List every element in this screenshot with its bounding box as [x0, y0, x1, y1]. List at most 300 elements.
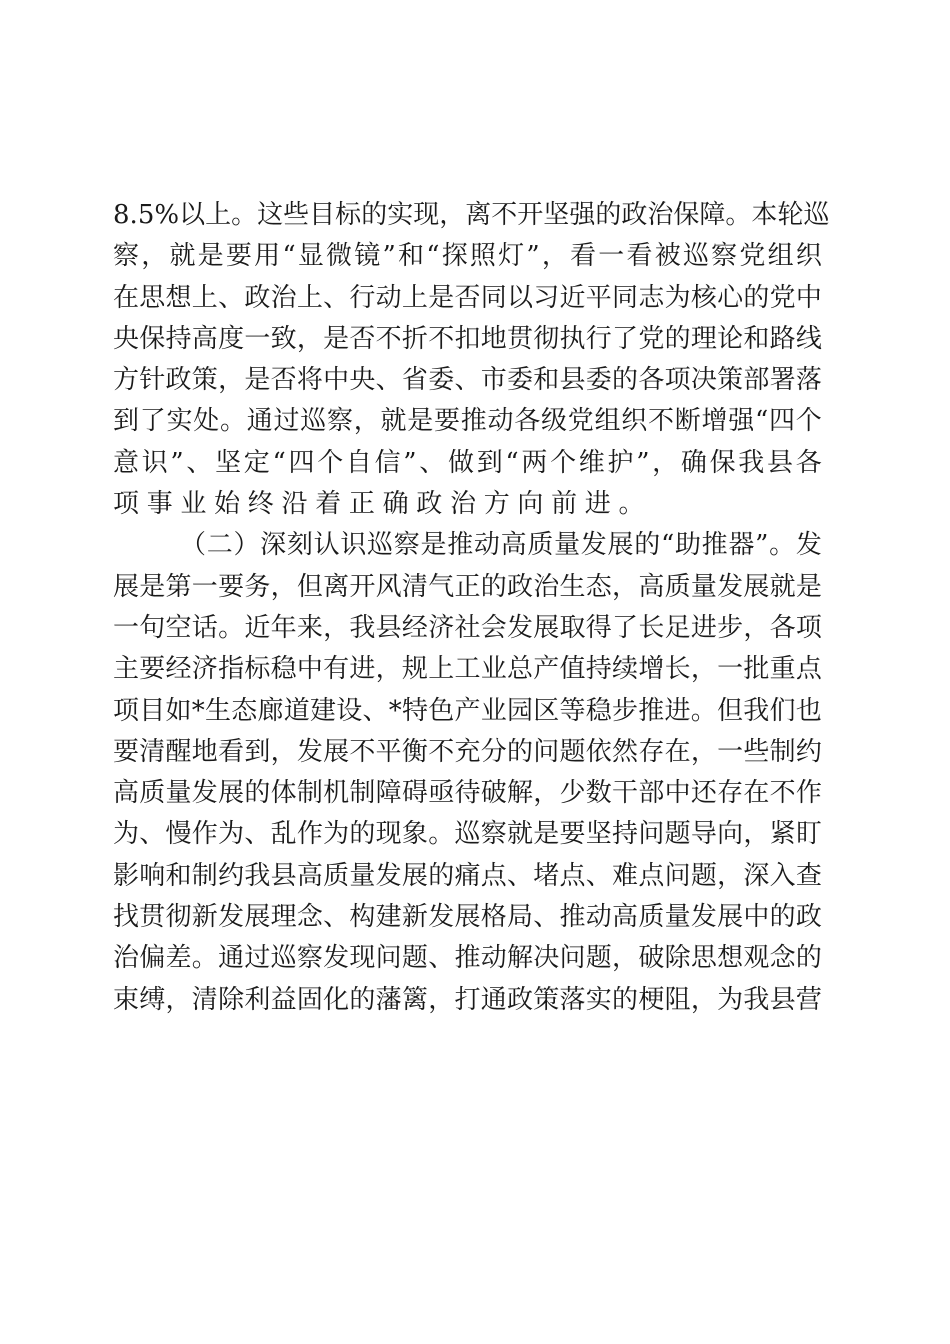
glyph: 巡 [682, 241, 709, 272]
glyph: 园 [506, 695, 533, 726]
glyph: 稳 [270, 654, 297, 685]
glyph: 器 [728, 530, 755, 561]
glyph: 为 [664, 282, 691, 313]
glyph: 个 [795, 406, 822, 437]
glyph: 认 [313, 530, 340, 561]
glyph: 就 [380, 406, 407, 437]
glyph: 作 [795, 778, 822, 809]
glyph: 志 [638, 282, 665, 313]
glyph: ， [690, 984, 717, 1015]
glyph: 离 [465, 200, 492, 230]
glyph: 存 [638, 736, 665, 767]
glyph: 信 [374, 447, 401, 478]
glyph: 产 [454, 695, 481, 726]
glyph: 政 [244, 282, 271, 313]
glyph: 道 [283, 695, 310, 726]
glyph: 不 [375, 323, 402, 354]
glyph: 的 [664, 323, 691, 354]
glyph: 障 [375, 778, 402, 809]
glyph: 数 [585, 778, 612, 809]
glyph: 要 [113, 736, 140, 767]
glyph: 社 [454, 612, 481, 643]
glyph: 动 [480, 943, 507, 974]
glyph: 署 [769, 365, 796, 396]
glyph: 。 [220, 406, 247, 437]
glyph: 们 [769, 695, 796, 726]
glyph: 针 [139, 365, 166, 396]
glyph: 总 [506, 654, 533, 685]
glyph: 发 [717, 571, 744, 602]
glyph: 县 [766, 447, 793, 478]
glyph: 解 [506, 943, 533, 974]
glyph: 、 [506, 860, 533, 891]
glyph: 特 [401, 695, 428, 726]
glyph: 作 [191, 819, 218, 850]
glyph: 难 [612, 860, 639, 891]
glyph: 观 [743, 943, 770, 974]
glyph: 生 [559, 571, 586, 602]
glyph: 就 [769, 571, 796, 602]
glyph: 同 [612, 282, 639, 313]
glyph: ， [375, 654, 402, 685]
glyph: 问 [559, 943, 586, 974]
glyph: 破 [638, 943, 665, 974]
text-line [113, 773, 822, 814]
glyph: 的 [795, 943, 822, 974]
glyph: 实 [166, 406, 193, 437]
glyph: 也 [795, 695, 822, 726]
glyph: 通 [246, 406, 273, 437]
glyph: ” [170, 447, 184, 478]
body-text [113, 195, 830, 1021]
glyph: 这 [257, 200, 284, 230]
glyph: 动 [487, 406, 514, 437]
glyph: 不 [349, 736, 376, 767]
glyph: “ [505, 447, 519, 478]
glyph: 各 [638, 365, 665, 396]
glyph: 镜 [354, 241, 381, 272]
glyph: 自 [345, 447, 372, 478]
glyph: 依 [585, 736, 612, 767]
glyph: 致 [270, 323, 297, 354]
glyph: 但 [716, 695, 743, 726]
glyph: 思 [139, 282, 166, 313]
glyph: 的 [612, 365, 639, 396]
glyph: 委 [506, 365, 533, 396]
glyph: 上 [191, 282, 218, 313]
glyph: 市 [480, 365, 507, 396]
glyph: 巡 [270, 943, 297, 974]
glyph: ， [428, 984, 455, 1015]
glyph: 态 [231, 695, 258, 726]
glyph: 标 [244, 654, 271, 685]
glyph: ， [652, 447, 679, 478]
glyph: 过 [273, 406, 300, 437]
glyph: 了 [612, 323, 639, 354]
glyph: 年 [270, 612, 297, 643]
text-line [113, 608, 822, 649]
glyph: 业 [480, 654, 507, 685]
glyph: 察 [480, 819, 507, 850]
glyph: 部 [638, 778, 665, 809]
glyph: 实 [387, 200, 414, 230]
glyph: 些 [283, 200, 310, 230]
glyph: 廊 [257, 695, 284, 726]
glyph: 是 [197, 241, 224, 272]
glyph: 处 [193, 406, 220, 437]
glyph: 问 [638, 819, 665, 850]
glyph: 象 [401, 819, 428, 850]
glyph: 贯 [139, 902, 166, 933]
glyph: 量 [554, 530, 581, 561]
glyph: ， [612, 943, 639, 974]
glyph: 折 [401, 323, 428, 354]
glyph: 是 [139, 571, 166, 602]
glyph: 发 [323, 943, 350, 974]
text-line [113, 360, 822, 401]
glyph: 推 [447, 530, 474, 561]
glyph: 组 [767, 241, 794, 272]
glyph: 的 [506, 736, 533, 767]
text-line [113, 195, 830, 236]
glyph: 保 [709, 447, 736, 478]
glyph: 要 [559, 819, 586, 850]
glyph: 点 [480, 860, 507, 891]
glyph: 。 [725, 200, 752, 230]
glyph: 机 [323, 778, 350, 809]
glyph: 工 [454, 654, 481, 685]
glyph: 一 [598, 241, 625, 272]
glyph: 中 [323, 365, 350, 396]
glyph: 是 [323, 323, 350, 354]
glyph: 发 [690, 902, 717, 933]
glyph: “ [426, 241, 440, 272]
glyph: 有 [323, 654, 350, 685]
glyph: 发 [795, 530, 822, 561]
glyph: 标 [335, 200, 362, 230]
glyph: 将 [296, 365, 323, 396]
glyph: 和 [743, 323, 770, 354]
glyph: 识 [340, 530, 367, 561]
glyph: 发 [191, 778, 218, 809]
glyph: 新 [401, 902, 428, 933]
glyph: 空 [165, 612, 192, 643]
glyph: 、 [375, 365, 402, 396]
glyph: 深 [260, 530, 287, 561]
glyph: 核 [690, 282, 717, 313]
glyph: 地 [480, 323, 507, 354]
glyph: ） [233, 530, 260, 561]
glyph: 规 [401, 654, 428, 685]
glyph: 稳 [585, 695, 612, 726]
glyph: 会 [480, 612, 507, 643]
glyph: 缚 [139, 984, 166, 1015]
glyph: “ [660, 530, 675, 561]
glyph: 决 [533, 943, 560, 974]
glyph: 一 [717, 654, 744, 685]
glyph: 约 [795, 736, 822, 767]
glyph: ， [541, 241, 568, 272]
paragraph-section-two [113, 525, 825, 1021]
glyph: 县 [559, 365, 586, 396]
glyph: 部 [743, 365, 770, 396]
glyph: 展 [743, 571, 770, 602]
glyph: 益 [270, 984, 297, 1015]
glyph: 建 [309, 695, 336, 726]
glyph: 展 [607, 530, 634, 561]
glyph: 政 [165, 365, 192, 396]
glyph: 我 [738, 447, 765, 478]
glyph: “ [755, 406, 769, 437]
glyph: 向 [717, 819, 744, 850]
glyph: 贯 [506, 323, 533, 354]
glyph: 。 [191, 943, 218, 974]
glyph: 平 [585, 282, 612, 313]
glyph: 固 [296, 984, 323, 1015]
glyph: 策 [717, 365, 744, 396]
glyph: 约 [218, 860, 245, 891]
glyph: % [154, 200, 180, 230]
glyph: 色 [428, 695, 455, 726]
glyph: 话 [191, 612, 218, 643]
glyph: 的 [428, 860, 455, 891]
glyph: ， [165, 984, 192, 1015]
glyph: 深 [743, 860, 770, 891]
glyph: 碍 [401, 778, 428, 809]
glyph: 题 [664, 819, 691, 850]
glyph: 点 [559, 860, 586, 891]
glyph: 重 [769, 654, 796, 685]
glyph: 微 [326, 241, 353, 272]
glyph: 解 [506, 778, 533, 809]
glyph: 上 [401, 282, 428, 313]
glyph: 5 [137, 200, 155, 230]
glyph: 持 [612, 819, 639, 850]
glyph: 了 [612, 612, 639, 643]
glyph: ， [296, 323, 323, 354]
glyph: 到 [476, 447, 503, 478]
text-line [113, 732, 822, 773]
glyph: * [388, 695, 402, 726]
glyph: 各 [514, 406, 541, 437]
glyph: 不 [491, 200, 518, 230]
glyph: 、 [323, 282, 350, 313]
glyph: 盯 [795, 819, 822, 850]
glyph: 否 [270, 365, 297, 396]
glyph: 展 [533, 612, 560, 643]
glyph: 高 [638, 571, 665, 602]
glyph: ， [218, 365, 245, 396]
section-heading-line [113, 525, 822, 566]
glyph: 推 [638, 695, 665, 726]
glyph: 步 [611, 695, 638, 726]
glyph: 确 [680, 447, 707, 478]
glyph: 是 [428, 282, 455, 313]
glyph: 目 [139, 695, 166, 726]
glyph: 一 [191, 571, 218, 602]
glyph: 就 [169, 241, 196, 272]
glyph: 展 [401, 860, 428, 891]
text-line [113, 897, 822, 938]
glyph: ， [717, 860, 744, 891]
glyph: 治 [533, 571, 560, 602]
glyph: 策 [533, 984, 560, 1015]
glyph: 路 [769, 323, 796, 354]
glyph: 中 [795, 282, 822, 313]
glyph: 气 [428, 571, 455, 602]
text-line [113, 401, 822, 442]
glyph: 除 [664, 943, 691, 974]
glyph: 如 [165, 695, 192, 726]
glyph: 断 [674, 406, 701, 437]
glyph: 障 [699, 200, 726, 230]
glyph: 央 [349, 365, 376, 396]
glyph: 除 [218, 984, 245, 1015]
glyph: 新 [191, 902, 218, 933]
glyph: 梗 [638, 984, 665, 1015]
glyph: 进 [664, 695, 691, 726]
glyph: 二 [206, 530, 233, 561]
glyph: 一 [113, 612, 140, 643]
glyph: 到 [113, 406, 140, 437]
glyph: 清 [139, 736, 166, 767]
glyph: 推 [454, 943, 481, 974]
glyph: 离 [323, 571, 350, 602]
glyph: 不 [428, 323, 455, 354]
glyph: 强 [728, 406, 755, 437]
glyph: 、 [585, 860, 612, 891]
glyph: 县 [375, 612, 402, 643]
glyph: 助 [674, 530, 701, 561]
glyph: 党 [638, 323, 665, 354]
glyph: ” [382, 241, 396, 272]
glyph: 就 [506, 819, 533, 850]
glyph: 化 [323, 984, 350, 1015]
glyph: ， [533, 778, 560, 809]
glyph: 察 [296, 943, 323, 974]
glyph: 线 [795, 323, 822, 354]
glyph: 设 [336, 695, 363, 726]
glyph: 我 [743, 984, 770, 1015]
glyph: 、 [419, 447, 446, 478]
text-line [113, 691, 822, 732]
glyph: 、 [362, 695, 389, 726]
glyph: 发 [375, 860, 402, 891]
glyph: 制 [296, 778, 323, 809]
glyph: 治 [113, 943, 140, 974]
glyph: 、 [454, 365, 481, 396]
glyph: 在 [664, 736, 691, 767]
glyph: 还 [690, 778, 717, 809]
glyph: 经 [165, 654, 192, 685]
glyph: 个 [550, 447, 577, 478]
glyph: 我 [349, 612, 376, 643]
glyph: 察 [113, 241, 140, 272]
glyph: 、 [218, 282, 245, 313]
glyph: 轮 [777, 200, 804, 230]
glyph: 地 [191, 736, 218, 767]
glyph: 为 [113, 819, 140, 850]
glyph: 强 [569, 200, 596, 230]
glyph: 推 [701, 530, 728, 561]
glyph: 省 [401, 365, 428, 396]
glyph: 近 [559, 282, 586, 313]
glyph: 探 [441, 241, 468, 272]
glyph: 上 [428, 654, 455, 685]
glyph: 推 [559, 902, 586, 933]
glyph: 坚 [215, 447, 242, 478]
glyph: 的 [244, 778, 271, 809]
glyph: 看 [570, 241, 597, 272]
glyph: 看 [626, 241, 653, 272]
glyph: 的 [361, 200, 388, 230]
glyph: 个 [317, 447, 344, 478]
glyph: 动 [375, 282, 402, 313]
glyph: 但 [296, 571, 323, 602]
glyph: 句 [139, 612, 166, 643]
glyph: 县 [769, 984, 796, 1015]
glyph: 营 [795, 984, 822, 1015]
glyph: 务 [244, 571, 271, 602]
text-line: 项事业始终沿着正确政治方向前进。 [113, 489, 653, 520]
glyph: 治 [647, 200, 674, 230]
glyph: 醒 [165, 736, 192, 767]
glyph: 是 [407, 406, 434, 437]
glyph: 看 [218, 736, 245, 767]
glyph: 党 [769, 282, 796, 313]
glyph: 了 [139, 406, 166, 437]
glyph: 彻 [165, 902, 192, 933]
glyph: 做 [447, 447, 474, 478]
glyph: 格 [480, 902, 507, 933]
glyph: 的 [634, 530, 661, 561]
glyph: 干 [612, 778, 639, 809]
glyph: 现 [413, 200, 440, 230]
glyph: 待 [454, 778, 481, 809]
glyph: 量 [690, 571, 717, 602]
glyph: 风 [375, 571, 402, 602]
glyph: 亟 [428, 778, 455, 809]
glyph: 偏 [139, 943, 166, 974]
glyph: ， [439, 200, 466, 230]
glyph: 我 [244, 860, 271, 891]
glyph: 局 [506, 902, 533, 933]
glyph: 过 [244, 943, 271, 974]
glyph: 方 [113, 365, 140, 396]
glyph: 彻 [533, 323, 560, 354]
glyph: 通 [480, 984, 507, 1015]
glyph: 想 [717, 943, 744, 974]
glyph: 点 [638, 860, 665, 891]
glyph: 发 [506, 612, 533, 643]
glyph: 动 [473, 530, 500, 561]
glyph: 以 [506, 282, 533, 313]
glyph: 项 [664, 365, 691, 396]
glyph: 行 [585, 323, 612, 354]
glyph: 的 [595, 200, 622, 230]
glyph: 些 [743, 736, 770, 767]
glyph: 清 [191, 984, 218, 1015]
glyph: ， [690, 736, 717, 767]
glyph: 质 [527, 530, 554, 561]
glyph: 充 [454, 736, 481, 767]
glyph: 行 [349, 282, 376, 313]
text-line [113, 938, 822, 979]
glyph: 、 [428, 943, 455, 974]
glyph: 上 [296, 282, 323, 313]
glyph: 各 [769, 612, 796, 643]
glyph: 、 [323, 902, 350, 933]
